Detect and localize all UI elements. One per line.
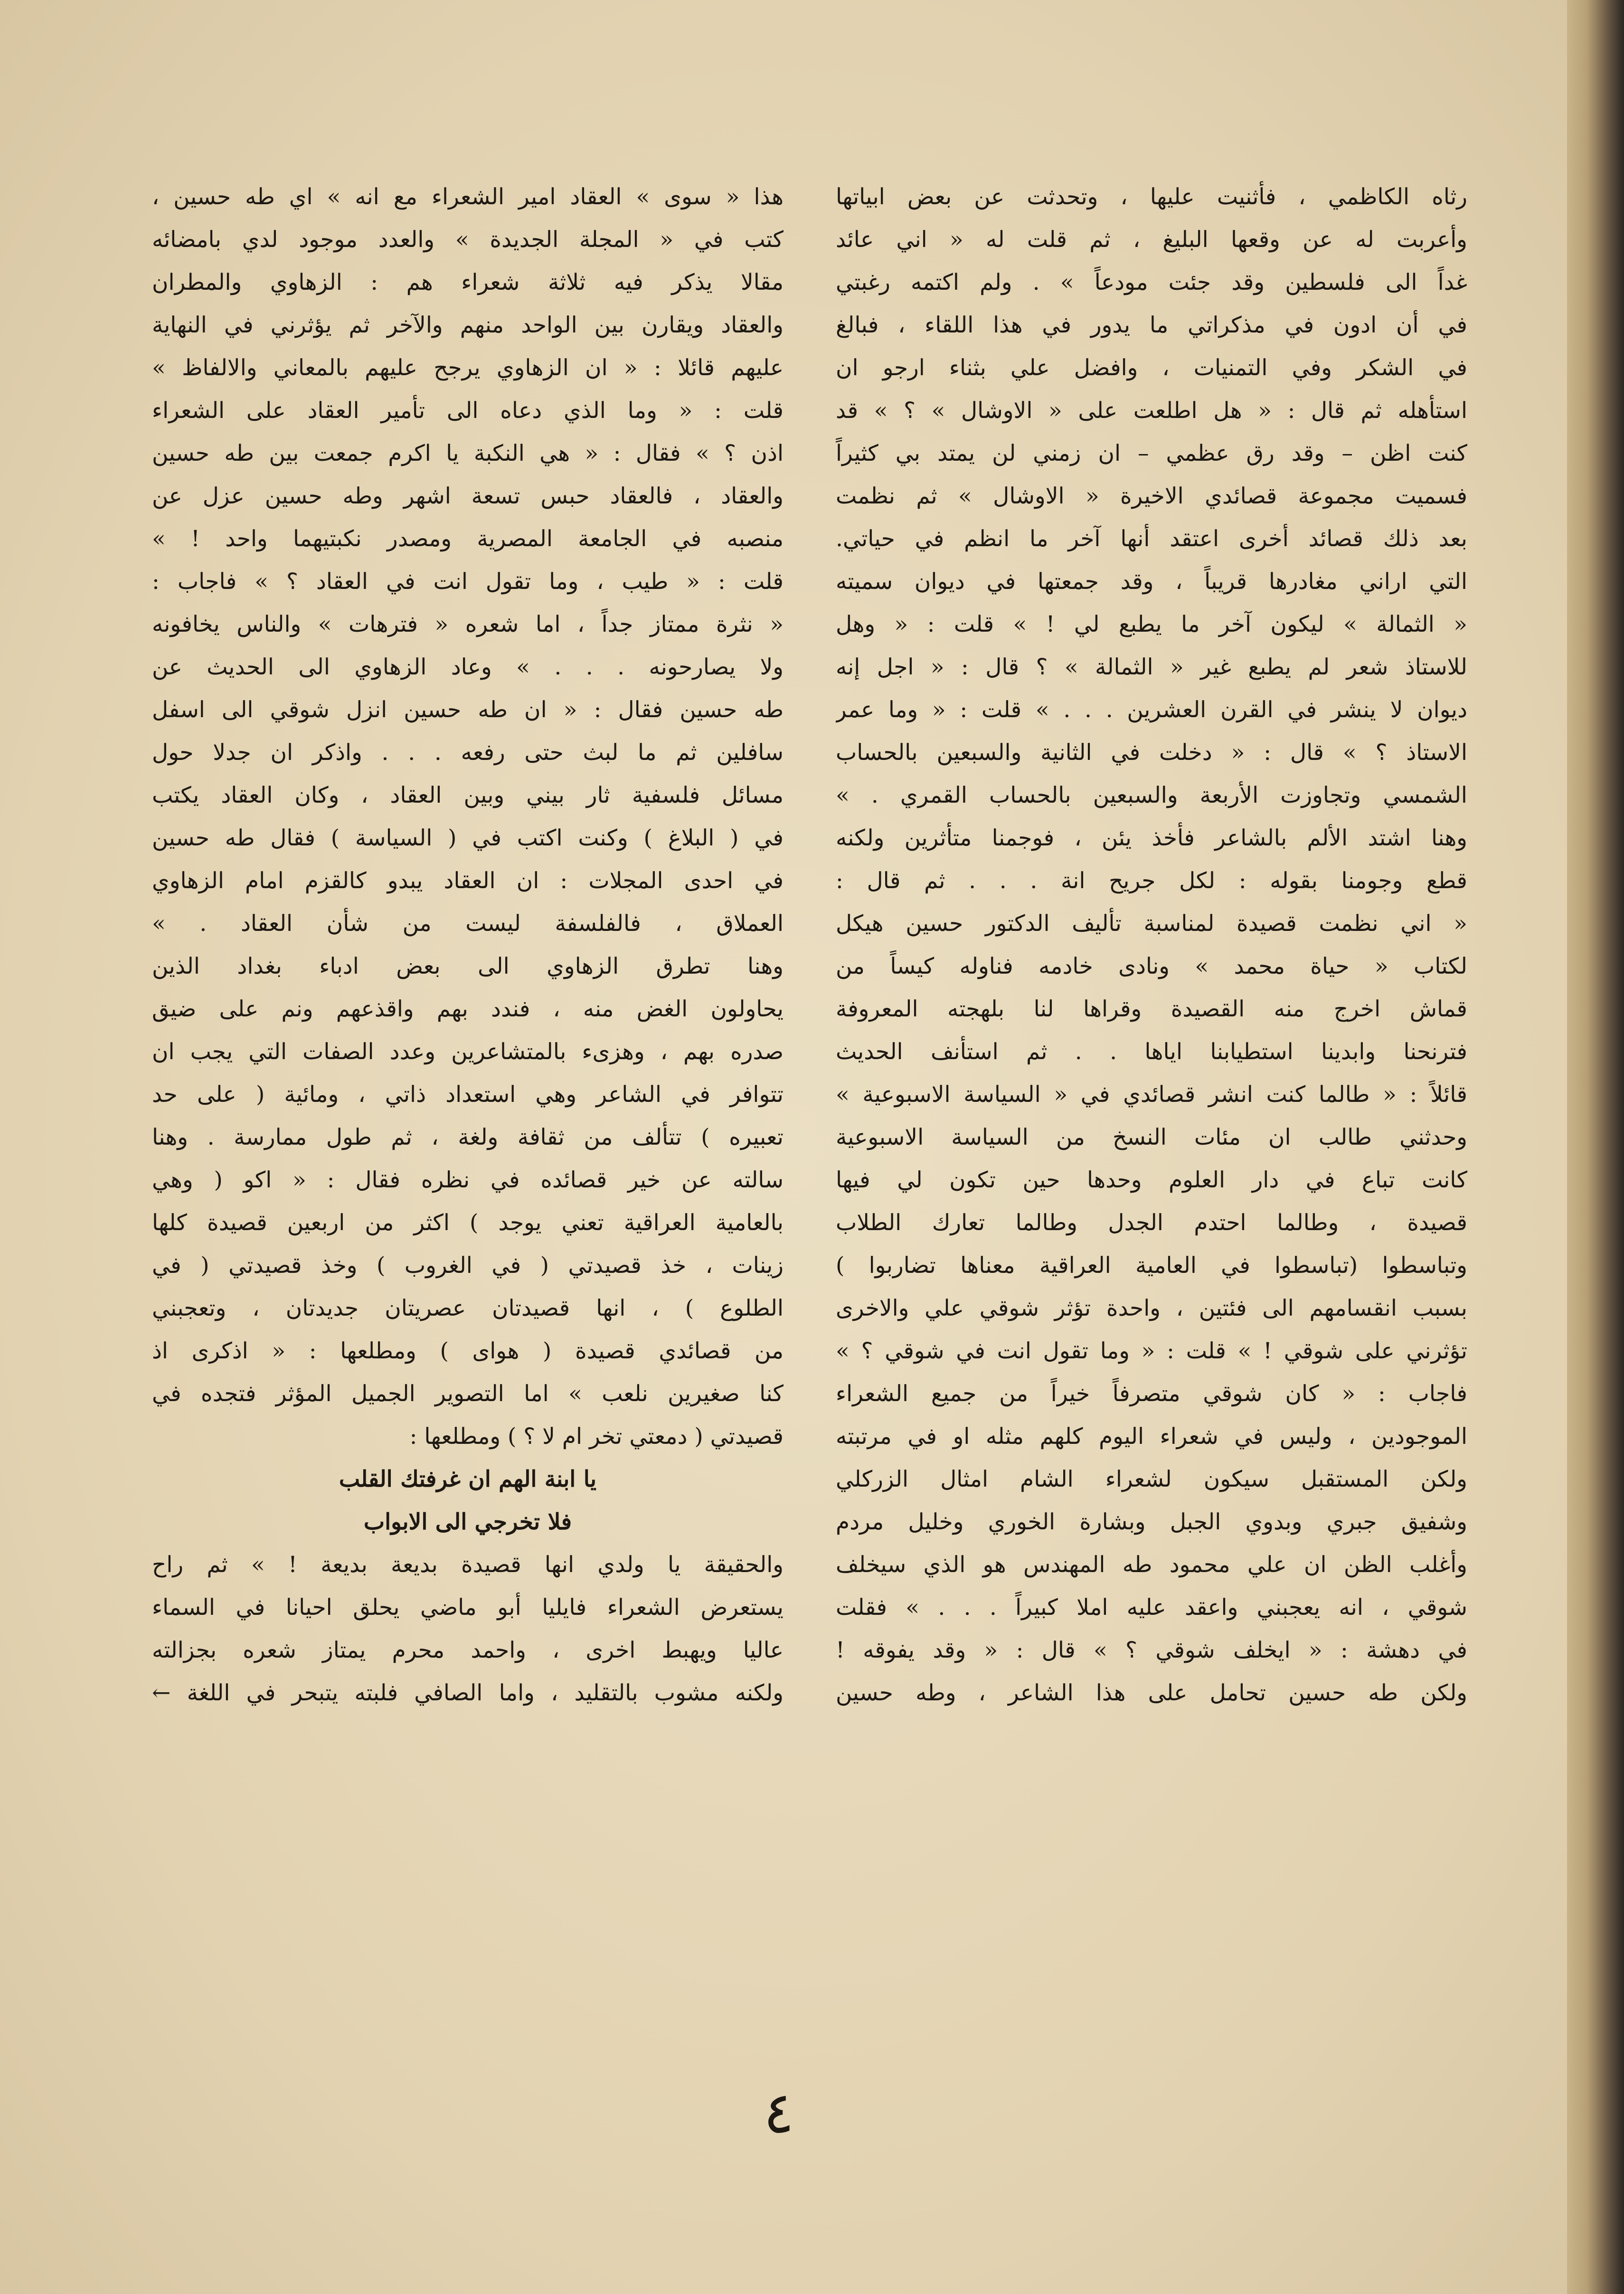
text-line: في احدى المجلات : ان العقاد يبدو كالقزم امام الزهاوي [152,868,784,894]
text-line: بالعامية العراقية تعني يوجد ) اكثر من اربعين قصيدة كلها [152,1210,784,1236]
text-line: ولكن المستقبل سيكون لشعراء الشام امثال الزركلي [836,1466,1467,1492]
text-line: من قصائدي قصيدة ( هواى ) ومطلعها : « اذكرى اذ [152,1338,784,1364]
text-line: غداً الى فلسطين وقد جئت مودعاً » . ولم اكتمه رغبتي [836,269,1467,295]
text-line: فاجاب : « كان شوقي متصرفاً خيراً من جميع الشعراء [836,1381,1467,1407]
text-line: والعقاد ويقارن بين الواحد منهم والآخر ثم يؤثرني في النهاية [152,312,784,338]
text-line: قطع وجومنا بقوله : لكل جريح انة . . . ثم قال : [836,868,1467,894]
page-number: ٤ [763,2080,794,2146]
text-line: رثاه الكاظمي ، فأثنيت عليها ، وتحدثت عن بعض ابياتها [836,184,1467,210]
text-line: العملاق ، فالفلسفة ليست من شأن العقاد . » [152,910,784,937]
text-line: للاستاذ شعر لم يطبع غير « الثمالة » ؟ قال : « اجل إنه [836,654,1467,680]
text-line: فترنحنا وابدينا استطيابنا اياها . . ثم استأنف الحديث [836,1039,1467,1065]
text-line: قائلاً : « طالما كنت انشر قصائدي في « السياسة الاسبوعية » [836,1081,1467,1108]
text-line: وهنا اشتد الألم بالشاعر فأخذ يئن ، فوجمنا متأثرين ولكنه [836,825,1467,851]
text-line: تؤثرني على شوقي ! » قلت : « وما تقول انت في شوقي ؟ » [836,1338,1467,1364]
text-line: كتب في « المجلة الجديدة » والعدد موجود لدي بامضائه [152,227,784,253]
text-line: في ( البلاغ ) وكنت اكتب في ( السياسة ) فقال طه حسين [152,825,784,851]
text-line: وشفيق جبري وبدوي الجبل وبشارة الخوري وخليل مردم [836,1509,1467,1535]
text-line: « الثمالة » ليكون آخر ما يطبع لي ! » قلت : « وهل [836,611,1467,637]
text-line: وتباسطوا (تباسطوا في العامية العراقية معناها تضاربوا ) [836,1252,1467,1279]
text-line: الطلوع ) ، انها قصيدتان عصريتان جديدتان ، وتعجبني [152,1295,784,1321]
verse-line: فلا تخرجي الى الابواب [363,1509,572,1535]
text-line: هذا « سوى » العقاد امير الشعراء مع انه » اي طه حسين ، [152,184,784,210]
text-line: لكتاب « حياة محمد » ونادى خادمه فناوله كيساً من [836,953,1467,979]
text-line: تعبيره ) تتألف من ثقافة ولغة ، ثم طول ممارسة . وهنا [152,1124,784,1150]
text-line: فسميت مجموعة قصائدي الاخيرة « الاوشال » ثم نظمت [836,483,1467,509]
text-line: والعقاد ، فالعقاد حبس تسعة اشهر وطه حسين عزل عن [152,483,784,509]
text-line: في دهشة : « ايخلف شوقي ؟ » قال : « وقد يفوقه ! [836,1637,1467,1663]
text-line: والحقيقة يا ولدي انها قصيدة بديعة بديعة ! » ثم راح [152,1552,784,1578]
text-line: استأهله ثم قال : « هل اطلعت على « الاوشال » ؟ » قد [836,398,1467,424]
text-line: قصيدتي ( دمعتي تخر ام لا ؟ ) ومطلعها : [409,1423,784,1450]
page-edge-shadow [1567,0,1624,2294]
text-line: يحاولون الغض منه ، فندد بهم واقذعهم ونم على ضيق [152,996,784,1022]
text-line: الموجودين ، وليس في شعراء اليوم كلهم مثله او في مرتبته [836,1423,1467,1450]
right-text-column [836,176,1467,1715]
text-line: منصبه في الجامعة المصرية ومصدر نكبتيهما واحد ! » [152,526,784,552]
text-line: طه حسين فقال : « ان طه حسين انزل شوقي الى اسفل [152,697,784,723]
text-line: وهنا تطرق الزهاوي الى بعض ادباء بغداد الذين [152,953,784,979]
text-line: في الشكر وفي التمنيات ، وافضل علي بثناء ارجو ان [836,355,1467,381]
text-line: ديوان لا ينشر في القرن العشرين . . . » قلت : « وما عمر [836,697,1467,723]
text-line: وحدثني طالب ان مئات النسخ من السياسة الاسبوعية [836,1124,1467,1150]
text-line: بعد ذلك قصائد أخرى اعتقد أنها آخر ما انظم في حياتي. [836,526,1467,552]
text-line: الاستاذ ؟ » قال : « دخلت في الثانية والسبعين بالحساب [836,739,1467,766]
text-line: تتوافر في الشاعر وهي استعداد ذاتي ، ومائية ( على حد [152,1081,784,1108]
text-line: قصيدة ، وطالما احتدم الجدل وطالما تعارك الطلاب [836,1210,1467,1236]
text-line: مقالا يذكر فيه ثلاثة شعراء هم : الزهاوي والمطران [152,269,784,295]
text-line: كنت اظن – وقد رق عظمي – ان زمني لن يمتد بي كثيراً [836,440,1467,466]
text-line: التي اراني مغادرها قريباً ، وقد جمعتها في ديوان سميته [836,569,1467,595]
text-line: قماش اخرج منه القصيدة وقراها لنا بلهجته المعروفة [836,996,1467,1022]
text-line: سالته عن خير قصائده في نظره فقال : « اكو ( وهي [152,1167,784,1193]
text-line: عاليا ويهبط اخرى ، واحمد محرم يمتاز شعره بجزالته [152,1637,784,1663]
text-line: بسبب انقسامهم الى فئتين ، واحدة تؤثر شوقي علي والاخرى [836,1295,1467,1321]
text-line: مسائل فلسفية ثار بيني وبين العقاد ، وكان العقاد يكتب [152,782,784,808]
text-line: عليهم قائلا : « ان الزهاوي يرجح عليهم بالمعاني والالفاظ » [152,355,784,381]
text-line: الشمسي وتجاوزت الأربعة والسبعين بالحساب القمري . » [836,782,1467,808]
text-line: كنا صغيرين نلعب » اما التصوير الجميل المؤثر فتجده في [152,1381,784,1407]
text-line: يستعرض الشعراء فايليا أبو ماضي يحلق احيانا في السماء [152,1594,784,1621]
text-line: سافلين ثم ما لبث حتى رفعه . . . واذكر ان جدلا حول [152,739,784,766]
left-text-column [152,176,784,1715]
text-line: في أن ادون في مذكراتي ما يدور في هذا اللقاء ، فبالغ [836,312,1467,338]
text-line: ولا يصارحونه . . . » وعاد الزهاوي الى الحديث عن [152,654,784,680]
verse-line: يا ابنة الهم ان غرفتك القلب [339,1466,597,1492]
text-line: زينات ، خذ قصيدتي ( في الغروب ) وخذ قصيدتي ( في [152,1252,784,1279]
text-line: « اني نظمت قصيدة لمناسبة تأليف الدكتور حسين هيكل [836,910,1467,937]
text-line: ولكنه مشوب بالتقليد ، واما الصافي فلبته يتبحر في اللغة ← [152,1680,784,1706]
text-line: وأغلب الظن ان علي محمود طه المهندس هو الذي سيخلف [836,1552,1467,1578]
text-line: كانت تباع في دار العلوم وحدها حين تكون لي فيها [836,1167,1467,1193]
text-line: اذن ؟ » فقال : « هي النكبة يا اكرم جمعت بين طه حسين [152,440,784,466]
text-line: « نثرة ممتاز جداً ، اما شعره « فترهات » والناس يخافونه [152,611,784,637]
text-line: قلت : « طيب ، وما تقول انت في العقاد ؟ » فاجاب : [152,569,784,595]
text-line: شوقي ، انه يعجبني واعقد عليه املا كبيراً . . . » فقلت [836,1594,1467,1621]
text-line: صدره بهم ، وهزىء بالمتشاعرين وعدد الصفات التي يجب ان [152,1039,784,1065]
text-line: وأعربت له عن وقعها البليغ ، ثم قلت له « اني عائد [836,227,1467,253]
text-line: قلت : « وما الذي دعاه الى تأمير العقاد على الشعراء [152,398,784,424]
text-line: ولكن طه حسين تحامل على هذا الشاعر ، وطه حسين [836,1680,1467,1706]
